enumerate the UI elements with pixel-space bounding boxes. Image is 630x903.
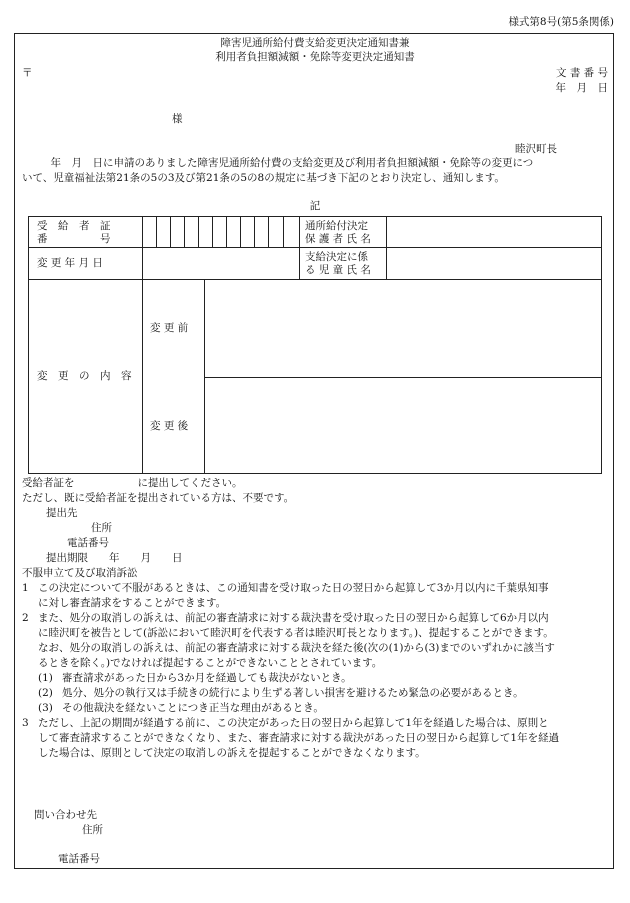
digit-box-divider [268, 217, 269, 247]
recipient-cert-label-2: 番 号 [37, 233, 111, 245]
submit-line: 受給者証を に提出してください。 [22, 477, 243, 489]
submit-destination-label: 提出先 [46, 507, 78, 519]
ki-label: 記 [309, 200, 321, 212]
already-submitted-line: ただし、既に受給者証を提出されている方は、不要です。 [22, 492, 295, 504]
change-content-label: 変 更 の 内 容 [37, 370, 132, 382]
submit-address-label: 住所 [91, 522, 112, 534]
digit-box-divider [283, 217, 284, 247]
table-col-divider [204, 279, 205, 473]
appeal-sub-1-text: 審査請求があった日から3か月を経過しても裁決がないとき。 [62, 672, 352, 684]
appeal-item-3-line-1: ただし、上記の期間が経過する前に、この決定があった日の翌日から起算して1年を経過した場合は、原則と [38, 717, 549, 729]
digit-box-divider [226, 217, 227, 247]
appeal-item-3-number: 3 [22, 717, 29, 729]
postal-mark: 〒 [22, 67, 33, 79]
submit-phone-label: 電話番号 [67, 537, 109, 549]
contact-phone-label: 電話番号 [58, 853, 100, 865]
appeal-item-3-line-3: した場合は、原則として決定の取消しの訴えを提起することができなくなります。 [38, 747, 426, 759]
form-number: 様式第8号(第5条関係) [508, 16, 614, 28]
title-line-2: 利用者負担額減額・免除等変更決定通知書 [215, 51, 415, 63]
digit-box-divider [184, 217, 185, 247]
change-date-label: 変 更 年 月 日 [37, 257, 103, 269]
appeal-item-3-line-2: して審査請求することができなくなり、また、審査請求に対する裁決があった日の翌日から起算して1年を経過 [38, 732, 560, 744]
appeal-item-2-line-4: るときを除く。)でなければ提起することができないこととされています。 [38, 657, 383, 669]
digit-box-divider [240, 217, 241, 247]
recipient-cert-label-1: 受 給 者 証 [37, 220, 111, 232]
table-row-divider [29, 247, 601, 248]
digit-box-divider [254, 217, 255, 247]
intro-line-2: いて、児童福祉法第21条の5の3及び第21条の5の8の規定に基づき下記のとおり決定し、通知します。 [22, 172, 505, 184]
child-label-2: る 児 童 氏 名 [305, 264, 371, 276]
table-col-divider [299, 217, 300, 279]
contact-heading: 問い合わせ先 [34, 809, 97, 821]
digit-box-divider [170, 217, 171, 247]
digit-box-divider [156, 217, 157, 247]
appeal-sub-1-number: (1) [38, 672, 53, 684]
document-number-label: 文 書 番 号 [555, 67, 608, 79]
guardian-label-2: 保 護 者 氏 名 [305, 233, 371, 245]
appeal-item-2-line-2: に睦沢町を被告として(訴訟において睦沢町を代表する者は睦沢町長となります。)、提起することができます。 [38, 627, 554, 639]
digit-box-divider [198, 217, 199, 247]
table-row-divider [204, 377, 601, 378]
appeal-item-1-line-2: に対し審査請求をすることができます。 [38, 597, 227, 609]
issuer-name: 睦沢町長 [515, 143, 557, 155]
before-change-label: 変 更 前 [150, 322, 189, 334]
appeal-sub-3-number: (3) [38, 702, 53, 714]
table-col-divider [142, 217, 143, 473]
appeal-item-2-line-1: また、処分の取消しの訴えは、前記の審査請求に対する裁決書を受け取った日の翌日から起算して6か月以内 [38, 612, 549, 624]
appeal-item-1-line-1: この決定について不服があるときは、この通知書を受け取った日の翌日から起算して3か月以内に千葉県知事 [38, 582, 549, 594]
title-line-1: 障害児通所給付費支給変更決定通知書兼 [220, 37, 410, 49]
appeal-item-1-number: 1 [22, 582, 29, 594]
table-col-divider [386, 217, 387, 279]
submit-deadline-label: 提出期限 年 月 日 [46, 552, 183, 564]
guardian-label-1: 通所給付決定 [305, 220, 368, 232]
child-label-1: 支給決定に係 [305, 251, 368, 263]
after-change-label: 変 更 後 [150, 420, 189, 432]
intro-line-1: 年 月 日に申請のありました障害児通所給付費の支給変更及び利用者負担額減額・免除等の変更につ [40, 157, 534, 169]
digit-box-divider [212, 217, 213, 247]
appeal-sub-2-text: 処分、処分の執行又は手続きの続行により生ずる著しい損害を避けるため緊急の必要があるとき。 [62, 687, 524, 699]
appeal-item-2-number: 2 [22, 612, 29, 624]
date-label: 年 月 日 [555, 82, 608, 94]
addressee-suffix: 様 [172, 113, 183, 125]
decision-table [28, 216, 602, 474]
table-row-divider [29, 279, 601, 280]
contact-address-label: 住所 [82, 824, 103, 836]
appeal-sub-2-number: (2) [38, 687, 53, 699]
appeal-item-2-line-3: なお、処分の取消しの訴えは、前記の審査請求に対する裁決を経た後(次の(1)から(3)までのいずれかに該当す [38, 642, 555, 654]
appeal-heading: 不服申立て及び取消訴訟 [22, 567, 138, 579]
appeal-sub-3-text: その他裁決を経ないことにつき正当な理由があるとき。 [62, 702, 324, 714]
